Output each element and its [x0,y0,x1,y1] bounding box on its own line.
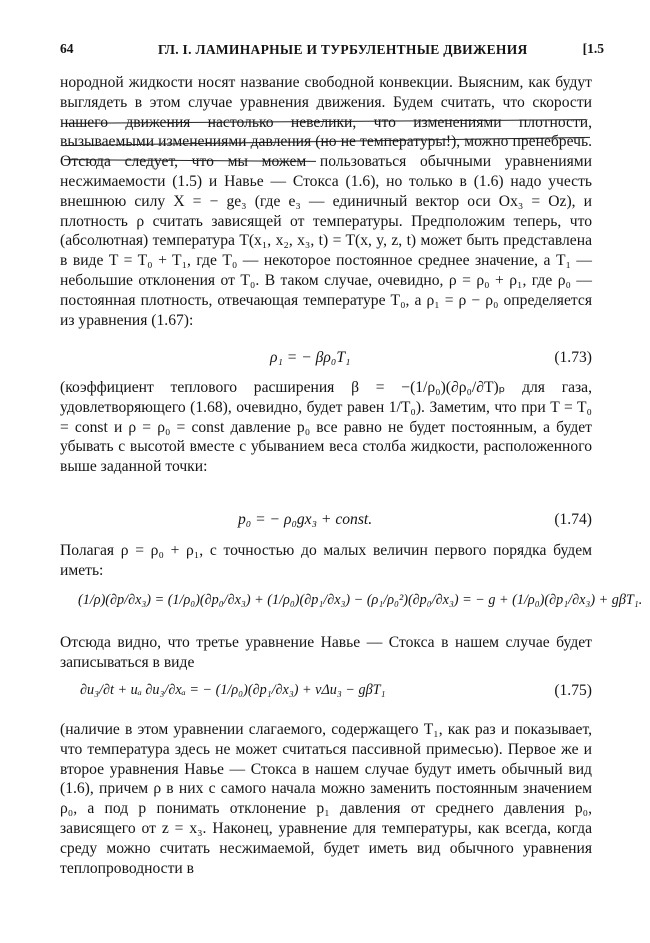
section-number: [1.5 [582,41,604,56]
equation-number: (1.73) [554,349,592,366]
paragraph-5: (наличие в этом уравнении слагаемого, содержащего T₁, как раз и показывает, что температура здесь не может считаться пассивной примесью). Первое же и второе уравнения Навье — Стокса в нашем случае будут иметь обычный вид (1.6), причем ρ в них с самого начала можно заменить постоянным значением ρ₀, а под p понимать отклонение p₁ давления от среднего давления p₀, зависящего от z = x₃. Наконец, уравнение для температуры, как всегда, когда среду можно считать несжимаемой, будет иметь вид обычного уравнения теплопроводности в [60,721,592,877]
paragraph-1: нородной жидкости носят название свободной конвекции. Выясним, как будут выглядеть в этом случае уравнения движения. Будем считать, что скорости нашего движения настолько невелики, что изменениями плотности, вызываемыми изменениями давления (но не температуры!), можно пренебречь. Отсюда следует, что мы можем пользоваться обычными уравнениями несжимаемости (1.5) и Навье — Стокса (1.6), но только в (1.6) надо учесть внешнюю силу X = − ge₃ (где e₃ — единичный вектор оси Ox₃ = Oz), и плотность ρ считать зависящей от температуры. Предположим теперь, что (абсолютная) температура T(x₁, x₂, x₃, t) = T(x, y, z, t) может быть представлена в виде T = T₀ + T₁, где T₀ — некоторое постоянное среднее значение, а T₁ — небольшие отклонения от T₀. В таком случае, очевидно, ρ = ρ₀ + ρ₁, где ρ₀ — постоянная плотность, отвечающая температуре T₀, а ρ₁ = ρ − ρ₀ определяется из уравнения (1.67): [60,74,592,329]
equation-1-74: p₀ = − ρ₀gx₃ + const. (1.74) [238,511,592,528]
equation-number: (1.74) [554,511,592,528]
paragraph-2: (коэффициент теплового расширения β = −(1/ρ₀)(∂ρ₀/∂T)ₚ для газа, удовлетворяющего (1.68), очевидно, будет равен 1/T₀). Заметим, что при T = T₀ = const и ρ = ρ₀ = const давление p₀ все равно не будет постоянным, а будет убывать с высотой вместе с убыванием веса столба жидкости, расположенного выше заданной точки: [60,379,592,476]
paragraph-3: Полагая ρ = ρ₀ + ρ₁, с точностью до малых величин первого порядка будем иметь: [60,542,592,579]
equation-1-75: ∂u₃/∂t + uₐ ∂u₃/∂xₐ = − (1/ρ₀)(∂p₁/∂x₃) + νΔu₃ − gβT₁ (1.75) [80,682,592,699]
paragraph-4: Отсюда видно, что третье уравнение Навье — Стокса в нашем случае будет записываться в виде [60,634,592,671]
page-number: 64 [60,41,74,56]
equation-number: (1.75) [554,682,592,699]
equation-1-73: ρ₁ = − βρ₀T₁ (1.73) [270,349,592,366]
equation-unnumbered: (1/ρ)(∂p/∂x₃) = (1/ρ₀)(∂p₀/∂x₃) + (1/ρ₀)(∂p₁/∂x₃) − (ρ₁/ρ₀²)(∂p₀/∂x₃) = − g + (1/ρ₀)(∂p₁/∂x₃) + gβT₁. [78,592,643,608]
chapter-title: ГЛ. I. ЛАМИНАРНЫЕ И ТУРБУЛЕНТНЫЕ ДВИЖЕНИЯ [158,42,528,57]
